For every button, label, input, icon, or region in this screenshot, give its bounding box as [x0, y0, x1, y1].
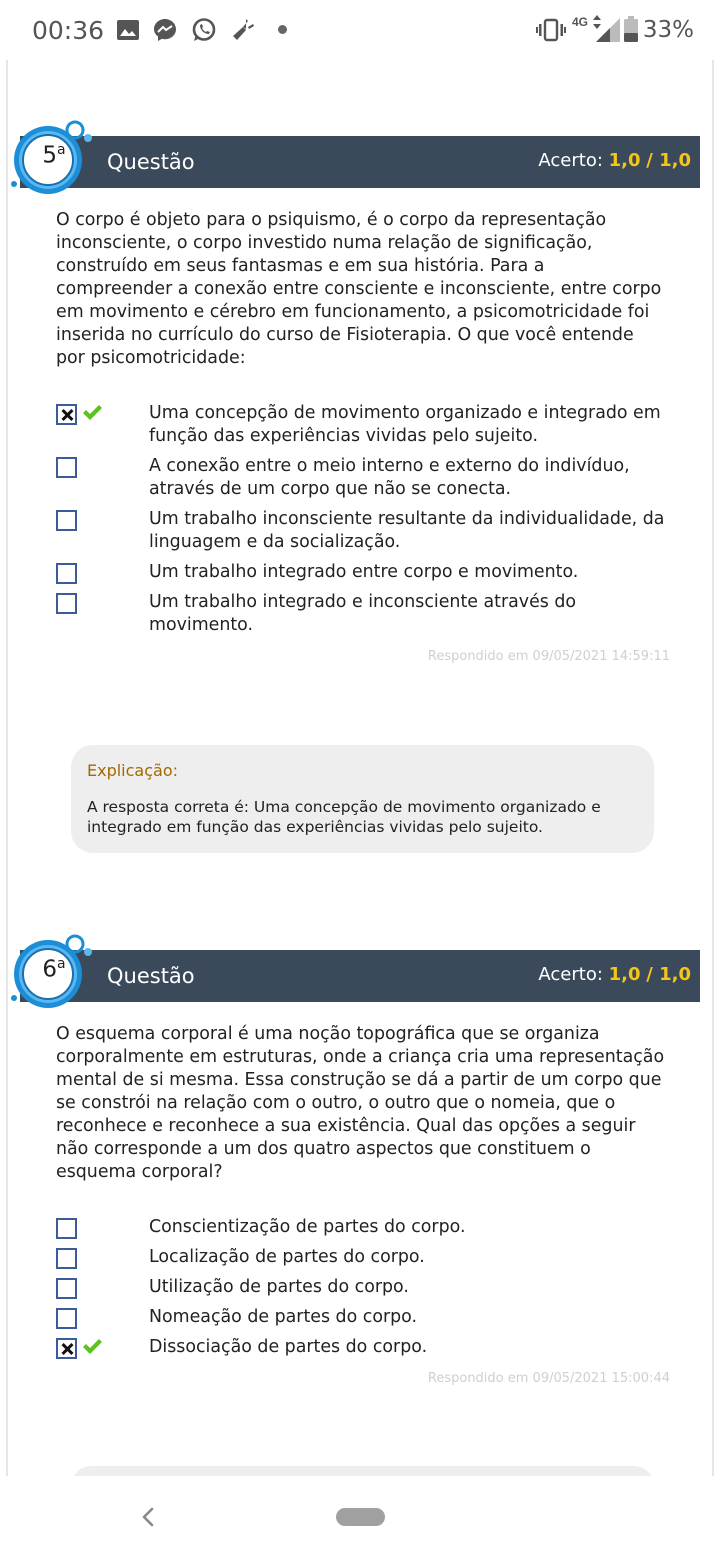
- option-label: Utilização de partes do corpo.: [149, 1277, 409, 1297]
- question-score: Acerto: 1,0 / 1,0: [538, 150, 691, 171]
- explanation-title: Explicação:: [87, 761, 179, 780]
- navigation-bar: [0, 1476, 720, 1560]
- option-checkbox[interactable]: [56, 1278, 77, 1299]
- option-label: A conexão entre o meio interno e externo do indivíduo, através de um corpo que não se conecta.: [149, 456, 630, 499]
- explanation-box-partial: [71, 1466, 654, 1476]
- explanation-body: A resposta correta é: Uma concepção de movimento organizado e integrado em função das experiências vividas pelo sujeito.: [87, 798, 601, 836]
- answered-timestamp: Respondido em 09/05/2021 15:00:44: [427, 1371, 670, 1386]
- option-checkbox[interactable]: [56, 1218, 77, 1239]
- option-label: Conscientização de partes do corpo.: [149, 1217, 466, 1237]
- question-score: Acerto: 1,0 / 1,0: [538, 964, 691, 985]
- option-checkbox[interactable]: [56, 1338, 77, 1359]
- question-text: O esquema corporal é uma noção topográfica que se organiza corporalmente em estruturas, onde a criança cria uma representação mental de si mesma. Essa construção se dá a partir de um corpo que se constrói na relação com o outro, o outro que o nomeia, que o reconhece e reconhece a sua existência. Qual das opções a seguir não corresponde a um dos quatro aspectos que constituem o esquema corporal?: [56, 1024, 665, 1182]
- battery-icon: [624, 16, 638, 42]
- answered-timestamp: Respondido em 09/05/2021 14:59:11: [427, 649, 670, 664]
- question-number-badge: [8, 116, 98, 206]
- question-header: [20, 950, 700, 1002]
- question-title: Questão: [107, 964, 195, 988]
- option-label: Nomeação de partes do corpo.: [149, 1307, 418, 1327]
- signal-icon: [596, 18, 620, 42]
- option-checkbox[interactable]: [56, 404, 77, 425]
- notification-dot-icon: [278, 25, 287, 34]
- option-checkbox[interactable]: [56, 1308, 77, 1329]
- correct-check-icon: [82, 1338, 102, 1356]
- option-label: Um trabalho inconsciente resultante da individualidade, da linguagem e da socialização.: [149, 509, 665, 552]
- battery-percent: 33%: [642, 17, 694, 43]
- question-number-badge: [8, 930, 98, 1020]
- messenger-icon: [152, 17, 178, 43]
- option-label: Localização de partes do corpo.: [149, 1247, 425, 1267]
- status-bar: [0, 0, 720, 60]
- back-icon[interactable]: [138, 1502, 158, 1532]
- option-checkbox[interactable]: [56, 593, 77, 614]
- status-time: 00:36: [32, 16, 105, 45]
- question-title: Questão: [107, 150, 195, 174]
- network-type: 4G: [572, 15, 589, 29]
- home-pill-button[interactable]: [336, 1508, 385, 1526]
- option-checkbox[interactable]: [56, 510, 77, 531]
- question-number: 6$^a$: [42, 956, 66, 983]
- correct-check-icon: [82, 404, 102, 422]
- option-label: Uma concepção de movimento organizado e integrado em função das experiências vividas pelo sujeito.: [149, 403, 661, 446]
- whatsapp-icon: [191, 17, 217, 43]
- option-label: Dissociação de partes do corpo.: [149, 1337, 428, 1357]
- option-checkbox[interactable]: [56, 563, 77, 584]
- option-checkbox[interactable]: [56, 1248, 77, 1269]
- question-text: O corpo é objeto para o psiquismo, é o corpo da representação inconsciente, o corpo investido numa relação de significação, construído em seus fantasmas e em sua história. Para a compreender a conexão entre consciente e inconsciente, entre corpo em movimento e cérebro em funcionamento, a psicomotricidade foi inserida no currículo do curso de Fisioterapia. O que você entende por psicomotricidade:: [56, 210, 662, 368]
- explanation-box: [71, 745, 654, 853]
- option-label: Um trabalho integrado e inconsciente através do movimento.: [149, 592, 577, 635]
- question-header: [20, 136, 700, 188]
- vibrate-icon: [536, 17, 566, 43]
- option-label: Um trabalho integrado entre corpo e movimento.: [149, 562, 579, 582]
- question-number: 5$^a$: [42, 142, 66, 169]
- option-checkbox[interactable]: [56, 457, 77, 478]
- cleaner-icon: [230, 17, 256, 43]
- quiz-page: [6, 60, 714, 1476]
- gallery-icon: [115, 17, 141, 43]
